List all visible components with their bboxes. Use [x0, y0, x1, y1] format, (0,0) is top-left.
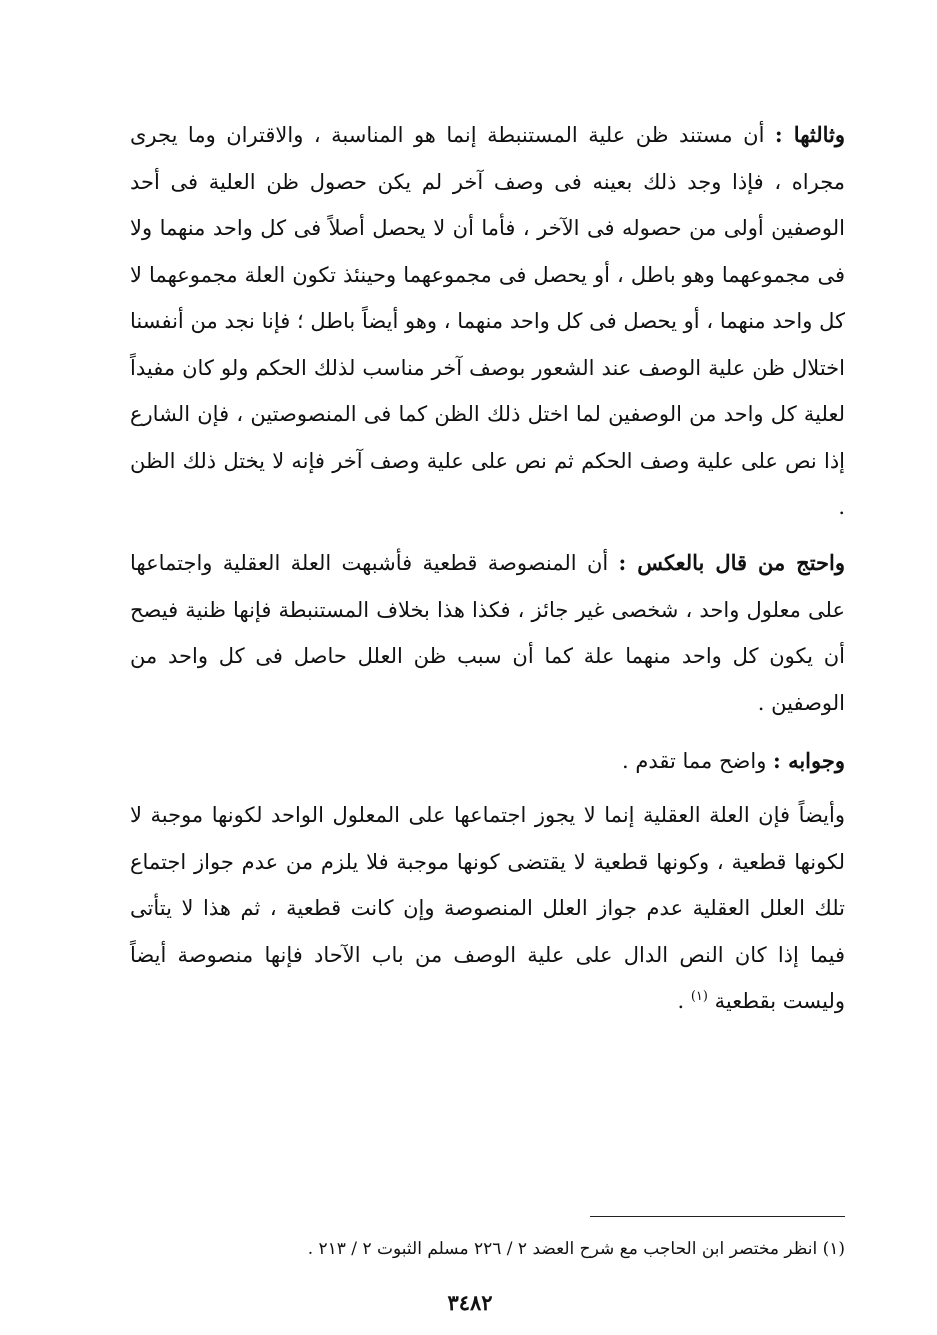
footnote-divider: [590, 1216, 845, 1217]
paragraph-counter-argument: [130, 540, 845, 726]
paragraph-lead: وجوابه :: [773, 748, 845, 773]
paragraph-answer: [130, 738, 845, 785]
paragraph-body: أن مستند ظن علية المستنبطة إنما هو المناسبة ، والاقتران وما يجرى مجراه ، فإذا وجد ذلك بعينه فى وصف آخر لم يكن حصول ظن العلية فى أحد الوصفين أولى من حصوله فى الآخر ، فأما أن لا يحصل أصلاً فى كل واحد منهما ولا فى مجموعهما وهو باطل ، أو يحصل فى مجموعهما وحينئذ تكون العلة مجموعهما لا كل واحد منهما ، أو يحصل فى كل واحد منهما ، وهو أيضاً باطل ؛ فإنا نجد من أنفسنا اختلال ظن علية الوصف عند الشعور بوصف آخر مناسب لذلك الحكم ولو كان مفيداً لعلية كل واحد من الوصفين لما اختل ذلك الظن كما فى المنصوصتين ، فإن الشارع إذا نص على علية وصف الحكم ثم نص على علية وصف آخر فإنه لا يختل ذلك الظن .: [130, 123, 845, 519]
paragraph-body: واضح مما تقدم .: [621, 749, 774, 773]
paragraph-lead: واحتج من قال بالعكس :: [618, 550, 845, 575]
paragraph-third-argument: [130, 112, 845, 531]
footnote: (١) انظر مختصر ابن الحاجب مع شرح العضد ٢ / ٢٢٦ مسلم الثبوت ٢ / ٢١٣ .: [307, 1239, 845, 1259]
paragraph-body: وأيضاً فإن العلة العقلية إنما لا يجوز اجتماعها على المعلول الواحد لكونها موجبة لا لكونها قطعية ، وكونها قطعية لا يقتضى كونها موجبة فلا يلزم من عدم جواز اجتماع تلك العلل العقلية عدم جواز العلل المنصوصة وإن كانت قطعية ، ثم هذا لا يتأتى فيما إذا كان النص الدال على علية الوصف من باب الآحاد فإنها منصوصة أيضاً وليست بقطعية: [130, 803, 845, 1013]
paragraph-additional-answer: [130, 792, 845, 1025]
paragraph-tail: .: [677, 989, 691, 1013]
paragraph-lead: وثالثها :: [774, 122, 845, 147]
page-number: ٣٤٨٢: [447, 1290, 493, 1315]
footnote-reference[interactable]: (١): [690, 989, 708, 1004]
paragraph-body: أن المنصوصة قطعية فأشبهت العلة العقلية واجتماعها على معلول واحد ، شخصى غير جائز ، فكذا هذا بخلاف المستنبطة فإنها ظنية فيصح أن يكون كل واحد منهما علة كما أن سبب ظن العلل حاصل فى كل واحد من الوصفين .: [130, 551, 845, 715]
